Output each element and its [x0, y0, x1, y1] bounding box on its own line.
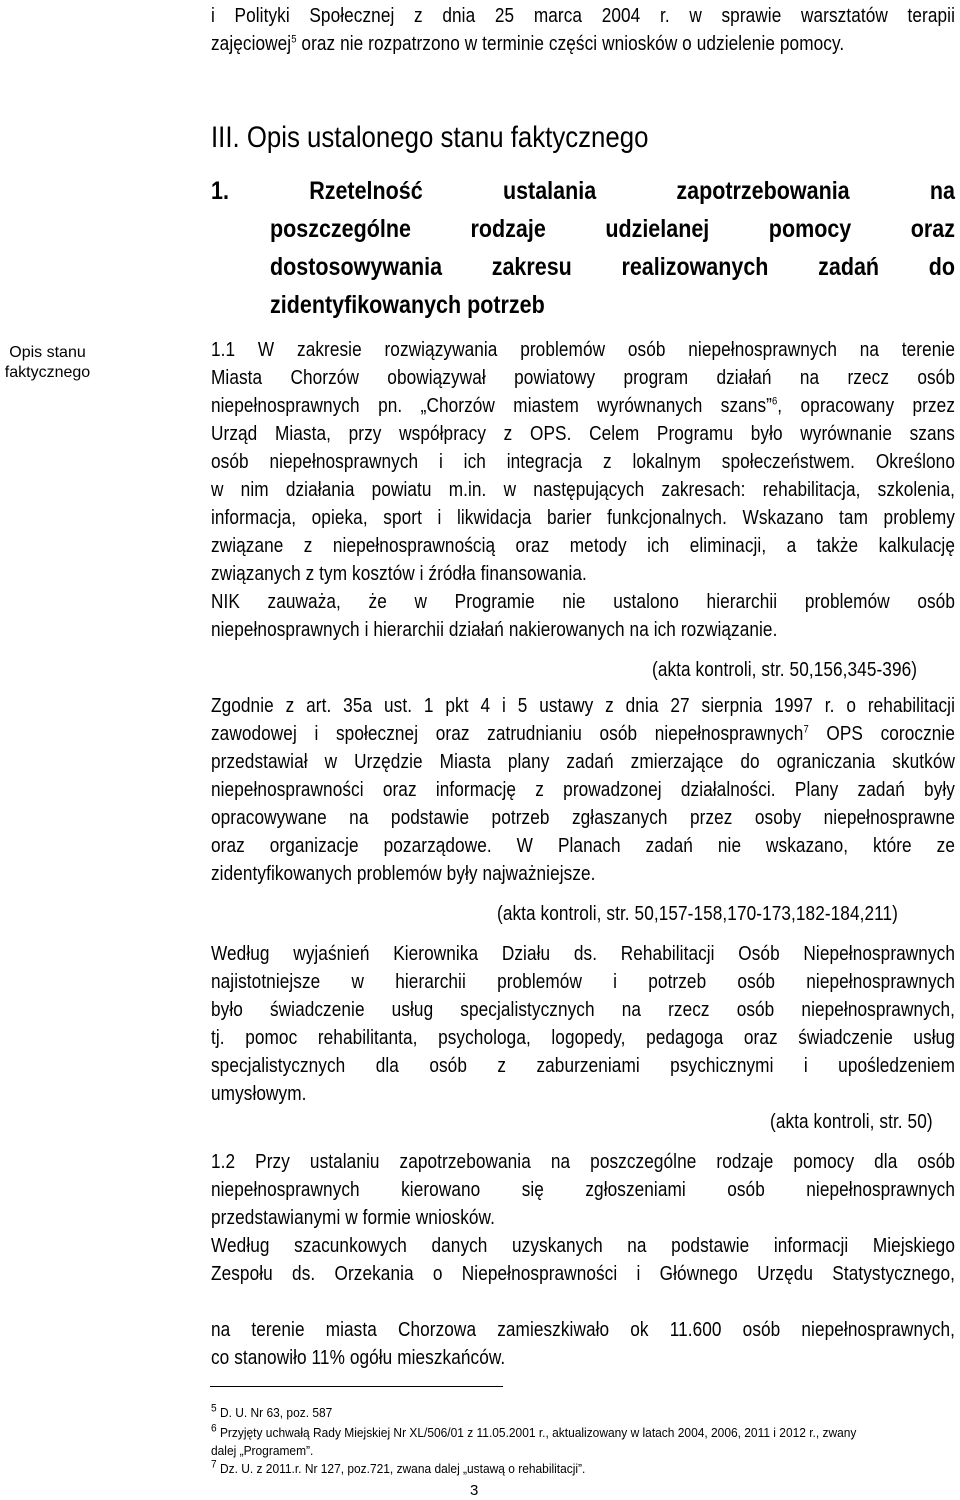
p4-line-7: co stanowiło 11% ogółu mieszkańców.: [211, 1347, 506, 1369]
source-reference-2: (akta kontroli, str. 50,157-158,170-173,182-184,211): [497, 903, 898, 925]
intro-text-cont: oraz nie rozpatrzono w terminie części wniosków o udzielenie pomocy.: [296, 33, 845, 55]
p1-line-5: osób niepełnosprawnych i ich integracja z lokalnym społeczeństwem. Określono: [211, 451, 955, 473]
footnote-7-text: Dz. U. z 2011.r. Nr 127, poz.721, zwana dalej „ustawą o rehabilitacji”.: [216, 1461, 586, 1476]
subheading-line-3: dostosowywania zakresu realizowanych zadań do: [270, 253, 955, 281]
p3-line-4: tj. pomoc rehabilitanta, psychologa, logopedy, pedagoga oraz świadczenie usług: [211, 1027, 955, 1049]
subheading-line-2: poszczególne rodzaje udzielanej pomocy oraz: [270, 215, 955, 243]
footnote-6-number: 6: [211, 1422, 217, 1435]
margin-label: Opis stanu faktycznego: [4, 344, 91, 381]
p3-line-3: było świadczenie usług specjalistycznych na rzecz osób niepełnosprawnych,: [211, 999, 955, 1021]
p1-line-6: w nim działania powiatu m.in. w następujących zakresach: rehabilitacja, szkolenia,: [211, 479, 955, 501]
p2-line-2-text: zawodowej i społecznej oraz zatrudnianiu osób niepełnosprawnych: [211, 723, 804, 745]
p2-line-5: opracowywane na podstawie potrzeb zgłaszanych przez osoby niepełnosprawne: [211, 807, 955, 829]
p4-line-6: na terenie miasta Chorzowa zamieszkiwało ok 11.600 osób niepełnosprawnych,: [211, 1319, 955, 1341]
source-reference-1: (akta kontroli, str. 50,156,345-396): [652, 659, 918, 681]
p4-line-4: Według szacunkowych danych uzyskanych na podstawie informacji Miejskiego: [211, 1235, 955, 1257]
source-reference-3: (akta kontroli, str. 50): [770, 1111, 933, 1133]
footnote-5-text: D. U. Nr 63, poz. 587: [216, 1405, 333, 1420]
footnote-6: [211, 1424, 856, 1441]
p3-line-5: specjalistycznych dla osób z zaburzeniami psychicznymi i upośledzeniem: [211, 1055, 955, 1077]
p2-line-4: niepełnosprawności oraz informację z prowadzonej działalności. Plany zadań były: [211, 779, 955, 801]
footnote-ref-6[interactable]: 6: [771, 395, 778, 408]
p4-line-2: niepełnosprawnych kierowano się zgłoszeniami osób niepełnosprawnych: [211, 1179, 955, 1201]
p4-line-1: 1.2 Przy ustalaniu zapotrzebowania na poszczególne rodzaje pomocy dla osób: [211, 1151, 955, 1173]
p2-line-7: zidentyfikowanych problemów były najważniejsze.: [211, 863, 596, 885]
intro-line-2: [211, 30, 844, 58]
p3-line-1: Według wyjaśnień Kierownika Działu ds. Rehabilitacji Osób Niepełnosprawnych: [211, 943, 955, 965]
p1-line-9: związanych z tym kosztów i źródła finansowania.: [211, 563, 587, 585]
p1-line-10: NIK zauważa, że w Programie nie ustalono hierarchii problemów osób: [211, 591, 955, 613]
p1-line-2: Miasta Chorzów obowiązywał powiatowy program działań na rzecz osób: [211, 367, 955, 389]
p2-line-1: Zgodnie z art. 35a ust. 1 pkt 4 i 5 ustawy z dnia 27 sierpnia 1997 r. o rehabilitacji: [211, 695, 955, 717]
footnote-ref-7[interactable]: 7: [803, 723, 809, 736]
p1-line-3: [211, 392, 955, 420]
p2-line-2-cont: OPS corocznie: [808, 723, 955, 745]
section-heading: III. Opis ustalonego stanu faktycznego: [211, 121, 649, 154]
p3-line-6: umysłowym.: [211, 1083, 307, 1105]
footnote-5-number: 5: [211, 1402, 217, 1415]
p1-line-11: niepełnosprawnych i hierarchii działań nakierowanych na ich rozwiązanie.: [211, 619, 778, 641]
intro-line-1: i Polityki Społecznej z dnia 25 marca 2004 r. w sprawie warsztatów terapii: [211, 5, 955, 27]
p4-line-5: Zespołu ds. Orzekania o Niepełnosprawności i Głównego Urzędu Statystycznego,: [211, 1263, 955, 1285]
intro-text: zajęciowej: [211, 33, 292, 55]
p1-line-7: informacja, opieka, sport i likwidacja barier funkcjonalnych. Wskazano tam problemy: [211, 507, 955, 529]
p1-line-3-text: niepełnosprawnych pn. „Chorzów miastem wyrównanych szans”: [211, 395, 772, 417]
footnote-ref-5[interactable]: 5: [291, 33, 297, 46]
p1-line-4: Urząd Miasta, przy współpracy z OPS. Celem Programu było wyrównanie szans: [211, 423, 955, 445]
footnote-7: [211, 1460, 585, 1477]
footnote-7-number: 7: [211, 1458, 217, 1471]
footnote-6-text: Przyjęty uchwałą Rady Miejskiej Nr XL/506/01 z 11.05.2001 r., aktualizowany w latach 2004, 2006, 2011 i 2012 r., zwany: [216, 1425, 857, 1440]
page-number: 3: [470, 1482, 479, 1499]
p2-line-2: [211, 720, 955, 748]
p1-line-8: związane z niepełnosprawnością oraz metody ich eliminacji, a także kalkulację: [211, 535, 955, 557]
p1-line-3-cont: , opracowany przez: [777, 395, 956, 417]
p3-line-2: najistotniejsze w hierarchii problemów i potrzeb osób niepełnosprawnych: [211, 971, 955, 993]
subheading-line-4: zidentyfikowanych potrzeb: [270, 291, 545, 319]
footnote-6-cont: dalej „Programem”.: [211, 1443, 314, 1458]
footnote-5: [211, 1404, 332, 1421]
p4-line-3: przedstawianymi w formie wniosków.: [211, 1207, 495, 1229]
p2-line-3: przedstawiał w Urzędzie Miasta plany zadań zmierzające do ograniczania skutków: [211, 751, 955, 773]
p2-line-6: oraz organizacje pozarządowe. W Planach zadań nie wskazano, które ze: [211, 835, 955, 857]
p1-line-1: 1.1 W zakresie rozwiązywania problemów osób niepełnosprawnych na terenie: [211, 339, 955, 361]
footnote-separator: [210, 1386, 503, 1387]
subheading-line-1: 1. Rzetelność ustalania zapotrzebowania na: [211, 177, 955, 205]
